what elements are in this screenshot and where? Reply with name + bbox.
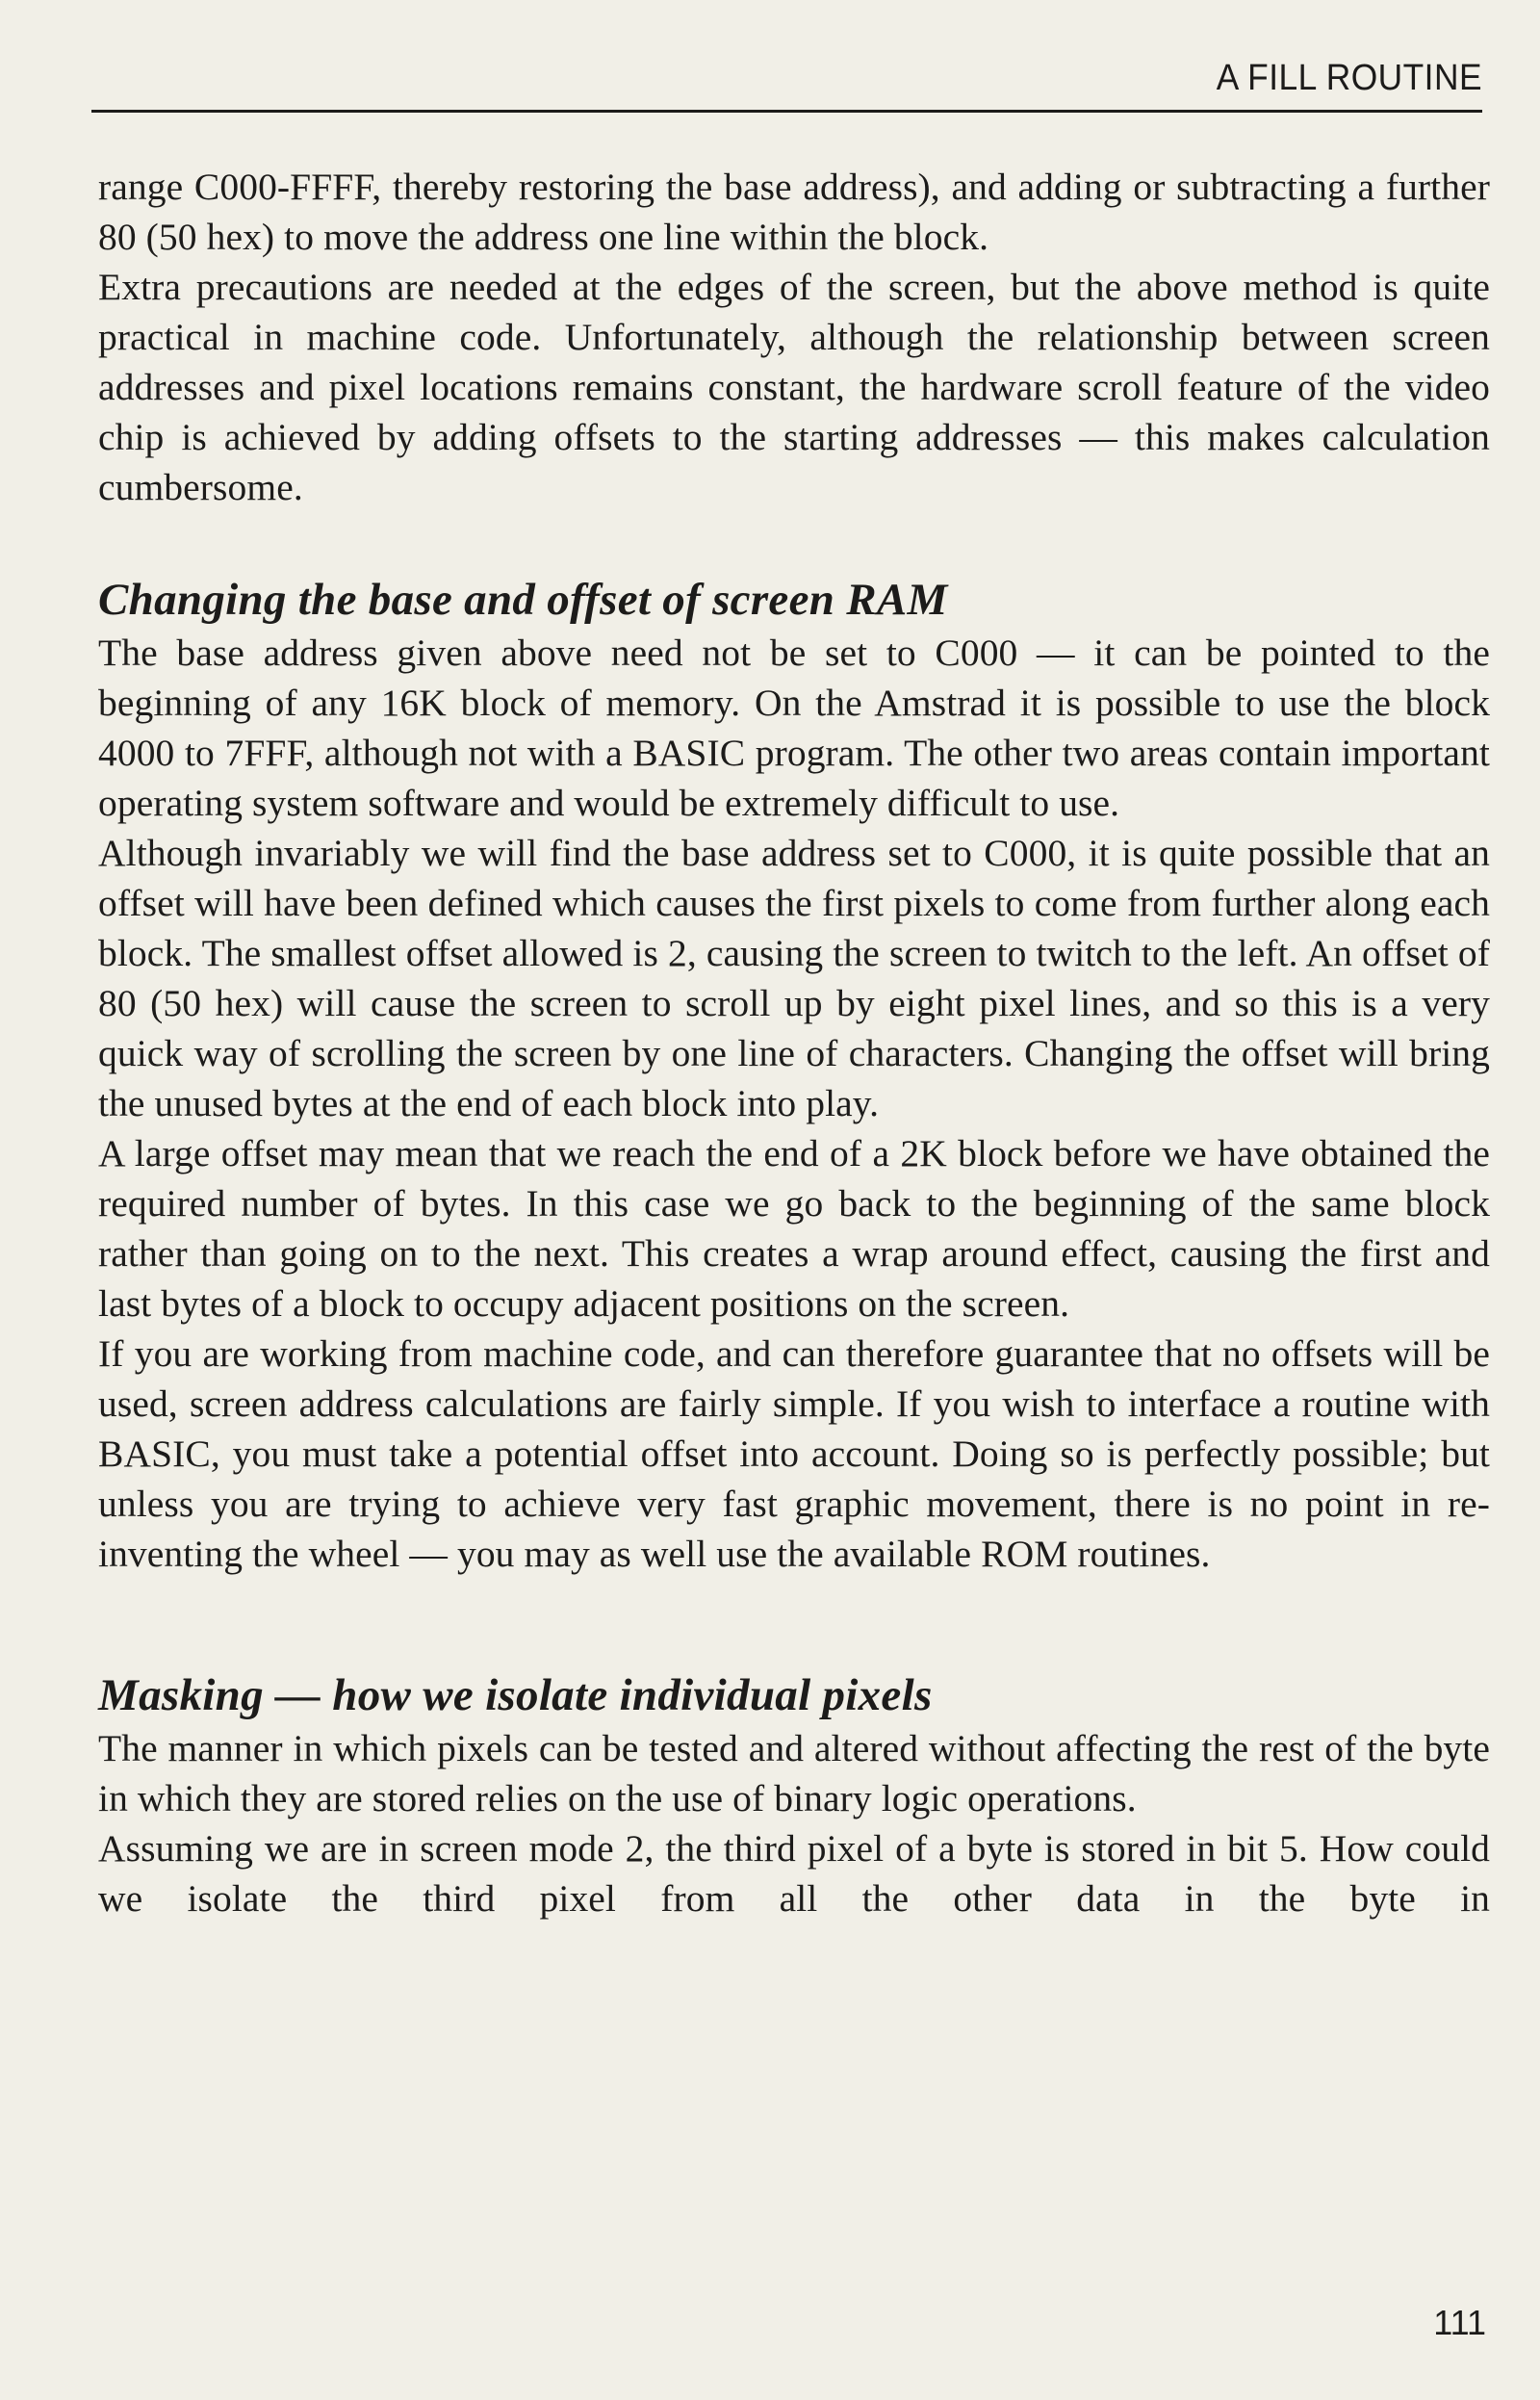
- paragraph: The base address given above need not be set to C000 — it can be pointed to the beginning of any 16K block of memory. On the Amstrad it is possible to use the block 4000 to 7FFF, although not with a BASIC program. The other two areas contain important operating system software and would be extremely difficult to use.: [98, 632, 1490, 824]
- section-heading-masking: Masking — how we isolate individual pixels: [98, 1670, 933, 1720]
- page-number: 111: [1433, 2303, 1486, 2342]
- paragraph: Assuming we are in screen mode 2, the third pixel of a byte is stored in bit 5. How could we isolate the third pixel from all the other data in the byte in: [98, 1827, 1490, 1920]
- chapter-title: A FILL ROUTINE: [1216, 58, 1482, 98]
- section-spacer: [98, 1579, 1490, 1667]
- section-heading-changing-base-offset: Changing the base and offset of screen RAM: [98, 575, 948, 625]
- paragraph: range C000-FFFF, thereby restoring the base address), and adding or subtracting a further 80 (50 hex) to move the address one line within the block.: [98, 166, 1490, 258]
- paragraph: Although invariably we will find the base address set to C000, it is quite possible that an offset will have been defined which causes the first pixels to come from further along each block. The smallest offset allowed is 2, causing the screen to twitch to the left. An offset of 80 (50 hex) will cause the screen to scroll up by eight pixel lines, and so this is a very quick way of scrolling the screen by one line of characters. Changing the offset will bring the unused bytes at the end of each block into play.: [98, 832, 1490, 1124]
- page-body: [98, 162, 1490, 1923]
- paragraph: A large offset may mean that we reach the end of a 2K block before we have obtained the required number of bytes. In this case we go back to the beginning of the same block rather than going on to the next. This creates a wrap around effect, causing the first and last bytes of a block to occupy adjacent positions on the screen.: [98, 1132, 1490, 1325]
- paragraph: The manner in which pixels can be tested and altered without affecting the rest of the byte in which they are stored relies on the use of binary logic operations.: [98, 1727, 1490, 1819]
- running-header: [91, 54, 1482, 113]
- paragraph: Extra precautions are needed at the edges of the screen, but the above method is quite practical in machine code. Unfortunately, although the relationship between screen addresses and pixel locations remains constant, the hardware scroll feature of the video chip is achieved by adding offsets to the starting addresses — this makes calculation cumbersome.: [98, 266, 1490, 508]
- paragraph: If you are working from machine code, and can therefore guarantee that no offsets will be used, screen address calculations are fairly simple. If you wish to interface a routine with BASIC, you must take a potential offset into account. Doing so is perfectly possible; but unless you are trying to achieve very fast graphic movement, there is no point in re-inventing the wheel — you may as well use the available ROM routines.: [98, 1332, 1490, 1575]
- section-spacer: [98, 512, 1490, 572]
